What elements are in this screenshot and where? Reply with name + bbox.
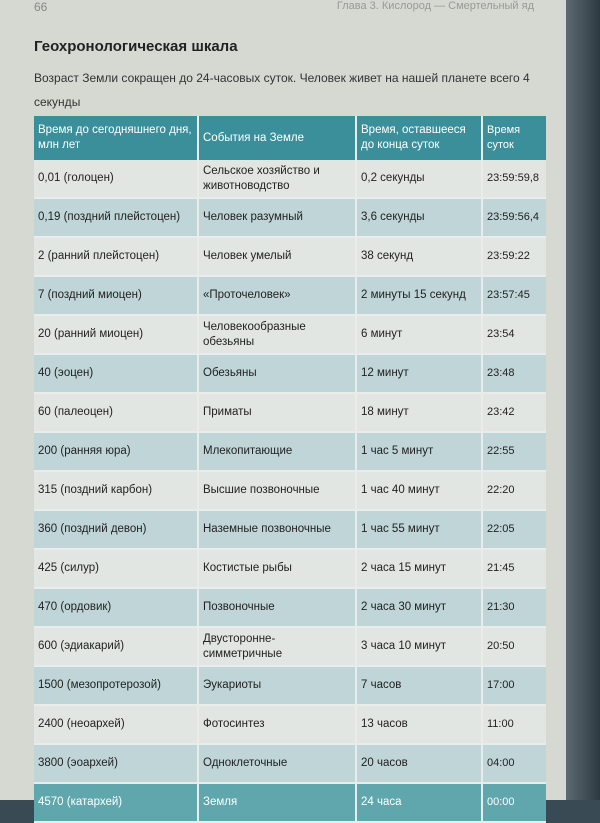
cell-event: Сельское хозяйство и животноводство — [198, 160, 356, 198]
cell-clock: 11:00 — [482, 705, 546, 744]
cell-clock: 22:55 — [482, 432, 546, 471]
cell-remaining: 2 часа 30 минут — [356, 588, 482, 627]
cell-event: Позвоночные — [198, 588, 356, 627]
cell-clock: 22:20 — [482, 471, 546, 510]
table-row — [34, 510, 546, 549]
table-row — [34, 705, 546, 744]
section-title: Геохронологическая шкала — [34, 38, 238, 55]
cell-age: 7 (поздний миоцен) — [34, 276, 198, 315]
cell-age: 2 (ранний плейстоцен) — [34, 237, 198, 276]
cell-event: Эукариоты — [198, 666, 356, 705]
cell-event: Одноклеточные — [198, 744, 356, 783]
cell-age: 470 (ордовик) — [34, 588, 198, 627]
cell-age: 3800 (эоархей) — [34, 744, 198, 783]
table-body — [34, 160, 546, 822]
table-row — [34, 393, 546, 432]
cell-age: 2400 (неоархей) — [34, 705, 198, 744]
cell-remaining: 13 часов — [356, 705, 482, 744]
cell-event: «Проточеловек» — [198, 276, 356, 315]
cell-remaining: 1 час 55 минут — [356, 510, 482, 549]
cell-clock: 23:59:59,8 — [482, 160, 546, 198]
cell-remaining: 12 минут — [356, 354, 482, 393]
cell-age: 360 (поздний девон) — [34, 510, 198, 549]
cell-event: Двусторонне-симметричные — [198, 627, 356, 666]
cell-remaining: 2 минуты 15 секунд — [356, 276, 482, 315]
table-row — [34, 588, 546, 627]
table-row — [34, 237, 546, 276]
cell-age: 1500 (мезопротерозой) — [34, 666, 198, 705]
geochronology-table — [34, 116, 546, 823]
cell-age: 0,19 (поздний плейстоцен) — [34, 198, 198, 237]
table-row — [34, 666, 546, 705]
cell-age: 4570 (катархей) — [34, 783, 198, 822]
cell-age: 40 (эоцен) — [34, 354, 198, 393]
table-row — [34, 160, 546, 198]
cell-event: Приматы — [198, 393, 356, 432]
cell-event: Фотосинтез — [198, 705, 356, 744]
cell-clock: 23:59:22 — [482, 237, 546, 276]
cell-remaining: 3 часа 10 минут — [356, 627, 482, 666]
cell-age: 0,01 (голоцен) — [34, 160, 198, 198]
cell-event: Наземные позвоночные — [198, 510, 356, 549]
cell-clock: 21:45 — [482, 549, 546, 588]
cell-event: Высшие позвоночные — [198, 471, 356, 510]
cell-remaining: 6 минут — [356, 315, 482, 354]
running-head: Глава 3. Кислород — Смертельный яд — [336, 0, 534, 12]
cell-event: Костистые рыбы — [198, 549, 356, 588]
cell-remaining: 3,6 секунды — [356, 198, 482, 237]
table-row — [34, 354, 546, 393]
page-edge — [566, 0, 600, 800]
header-events: События на Земле — [198, 116, 356, 160]
table-row — [34, 744, 546, 783]
cell-age: 60 (палеоцен) — [34, 393, 198, 432]
table-row — [34, 198, 546, 237]
cell-remaining: 38 секунд — [356, 237, 482, 276]
table-row — [34, 315, 546, 354]
page-number: 66 — [34, 0, 48, 14]
cell-clock: 04:00 — [482, 744, 546, 783]
cell-clock: 20:50 — [482, 627, 546, 666]
cell-event: Человек разумный — [198, 198, 356, 237]
cell-clock: 23:48 — [482, 354, 546, 393]
cell-remaining: 18 минут — [356, 393, 482, 432]
table-row — [34, 276, 546, 315]
cell-event: Человек умелый — [198, 237, 356, 276]
cell-event: Человекообразные обезьяны — [198, 315, 356, 354]
cell-clock: 23:59:56,4 — [482, 198, 546, 237]
cell-clock: 23:57:45 — [482, 276, 546, 315]
header-time-of-day: Время суток — [482, 116, 546, 160]
table-row — [34, 627, 546, 666]
cell-remaining: 0,2 секунды — [356, 160, 482, 198]
cell-age: 20 (ранний миоцен) — [34, 315, 198, 354]
cell-clock: 23:42 — [482, 393, 546, 432]
cell-clock: 21:30 — [482, 588, 546, 627]
header-time-before-present: Время до сегодняшнего дня, млн лет — [34, 116, 198, 160]
intro-text: Возраст Земли сокращен до 24-часовых суток. Человек живет на нашей планете всего 4 секунды — [34, 71, 530, 109]
cell-remaining: 2 часа 15 минут — [356, 549, 482, 588]
cell-age: 315 (поздний карбон) — [34, 471, 198, 510]
cell-remaining: 7 часов — [356, 666, 482, 705]
table-row — [34, 471, 546, 510]
table-row — [34, 783, 546, 822]
cell-remaining: 24 часа — [356, 783, 482, 822]
cell-remaining: 1 час 40 минут — [356, 471, 482, 510]
cell-age: 600 (эдиакарий) — [34, 627, 198, 666]
table-row — [34, 549, 546, 588]
cell-clock: 22:05 — [482, 510, 546, 549]
table-row — [34, 432, 546, 471]
cell-clock: 17:00 — [482, 666, 546, 705]
cell-clock: 00:00 — [482, 783, 546, 822]
header-time-remaining: Время, оставшееся до конца суток — [356, 116, 482, 160]
cell-clock: 23:54 — [482, 315, 546, 354]
table-header-row — [34, 116, 546, 160]
cell-event: Земля — [198, 783, 356, 822]
cell-remaining: 1 час 5 минут — [356, 432, 482, 471]
cell-age: 425 (силур) — [34, 549, 198, 588]
cell-remaining: 20 часов — [356, 744, 482, 783]
cell-event: Обезьяны — [198, 354, 356, 393]
cell-event: Млекопитающие — [198, 432, 356, 471]
cell-age: 200 (ранняя юра) — [34, 432, 198, 471]
